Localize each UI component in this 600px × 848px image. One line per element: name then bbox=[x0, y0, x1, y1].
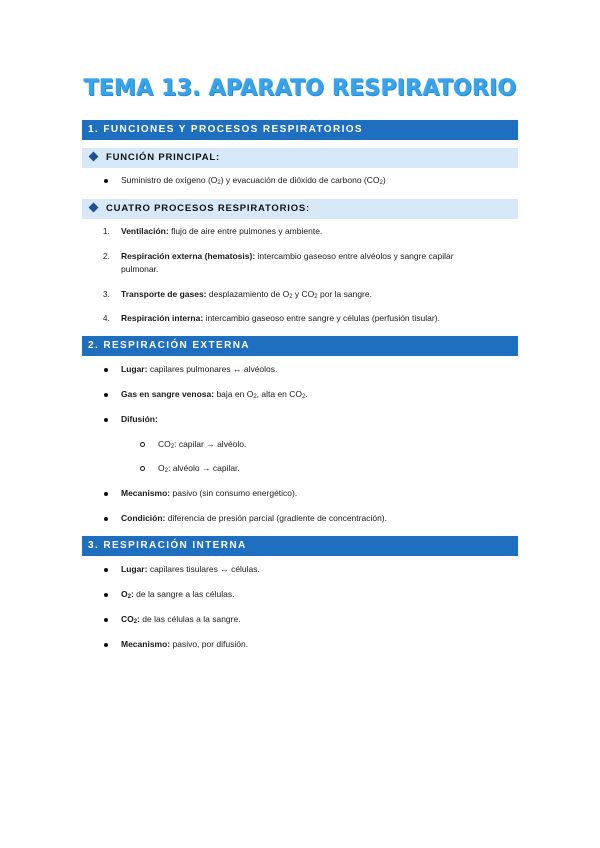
bullet-icon bbox=[103, 563, 121, 576]
list-number: 4. bbox=[103, 314, 110, 323]
list-number: 3. bbox=[103, 290, 110, 299]
subheader-label: FUNCIÓN PRINCIPAL: bbox=[106, 152, 220, 163]
subheader-label: CUATRO PROCESOS RESPIRATORIOS: bbox=[106, 203, 310, 214]
bullet-icon bbox=[103, 363, 121, 376]
section-header-funciones: 1. FUNCIONES Y PROCESOS RESPIRATORIOS bbox=[82, 120, 518, 140]
section-header-respiracion-externa: 2. RESPIRACIÓN EXTERNA bbox=[82, 336, 518, 356]
diamond-bullet-icon bbox=[89, 203, 99, 213]
document-page: TEMA 13. APARATO RESPIRATORIO 1. FUNCIONES Y PROCESOS RESPIRATORIOS FUNCIÓN PRINCIPAL: Suministro de oxígeno (O2) y evacuación de dióxido de carbono (CO2) CUATRO PROCESOS RESPIRATORIOS: 1. Ventilación: flujo de aire entre pulmones y ambiente. 2. Respiración externa (hematosis): intercambio gaseoso entre alvéolos y sangre capilar pulmonar. 3. Transporte de gases: desplazamiento de O2 y CO2 por la sangre. 4. Respiración interna: intercambio gaseoso entre sangre y células (perfusión tisular). 2. RESPIRACIÓN EXTERNA Lugar: capilares pulmonares ↔ alvéolos. Gas en sangre venosa: baja en O2, alta en CO2. Difusión: CO2: capilar → alvéolo. O2: alvéolo → capilar. Mecanismo: pasivo (sin consumo energético). Condición: diferencia de presión parcial (gradiente de concentración). 3. RESPIRACIÓN INTERNA Lugar: capilares tisulares ↔ células. O2: de la sangre a las células. CO2: de las células a la sangre. Mecanismo: pasivo, por difusión. bbox=[0, 0, 600, 848]
circle-bullet-icon bbox=[140, 462, 158, 475]
list-number: 2. bbox=[103, 252, 110, 261]
bullet-icon bbox=[103, 413, 121, 426]
bullet-icon bbox=[103, 613, 121, 626]
section-header-respiracion-interna: 3. RESPIRACIÓN INTERNA bbox=[82, 536, 518, 556]
bullet-icon bbox=[103, 588, 121, 601]
list-number: 1. bbox=[103, 227, 110, 236]
bullet-icon bbox=[103, 638, 121, 651]
circle-bullet-icon bbox=[140, 438, 158, 451]
bullet-icon bbox=[103, 174, 121, 187]
page-title: TEMA 13. APARATO RESPIRATORIO bbox=[83, 76, 517, 101]
subheader-funcion-principal bbox=[82, 148, 518, 168]
bullet-icon bbox=[103, 388, 121, 401]
bullet-icon bbox=[103, 487, 121, 500]
bullet-icon bbox=[103, 512, 121, 525]
diamond-bullet-icon bbox=[89, 152, 99, 162]
subheader-cuatro-procesos bbox=[82, 199, 518, 219]
